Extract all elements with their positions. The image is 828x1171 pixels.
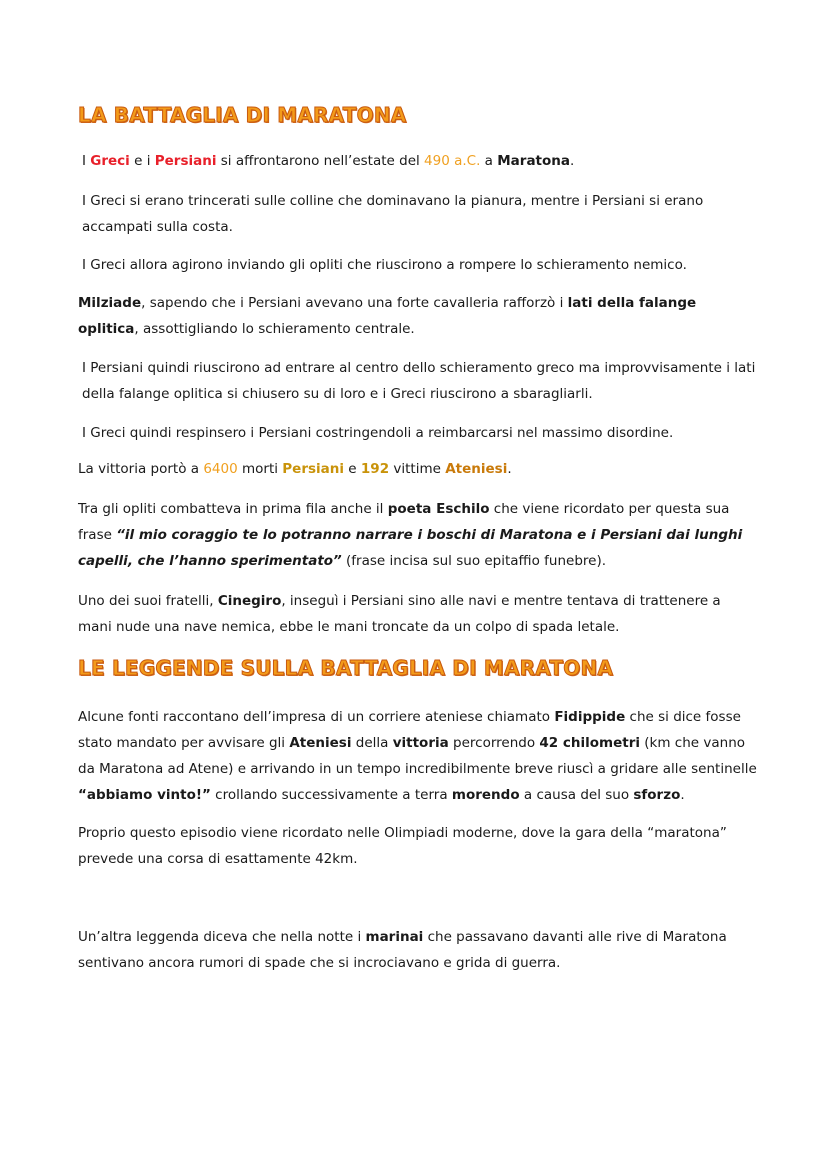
paragraph-phalanx-closes: I Persiani quindi riuscirono ad entrare al centro dello schieramento greco ma improvvisamente i lati della falange oplitica si chiusero su di loro e i Greci riuscirono a sbaragliarli. — [82, 360, 756, 402]
paragraph-casualties: La vittoria portò a 6400 morti Persiani e 192 vittime Ateniesi. — [78, 461, 512, 477]
paragraph-sailors-legend: Un’altra leggenda diceva che nella notte i marinai che passavano davanti alle rive di Maratona sentivano ancora rumori di spade che si incrociavano e grida di guerra. — [78, 929, 727, 971]
paragraph-cinegiro: Uno dei suoi fratelli, Cinegiro, inseguì i Persiani sino alle navi e mentre tentava di trattenere a mani nude una nave nemica, ebbe le mani troncate da un colpo di spada letale. — [78, 593, 721, 635]
paragraph-hoplites: I Greci allora agirono inviando gli opliti che riuscirono a rompere lo schieramento nemico. — [82, 257, 687, 273]
paragraph-eschilo: Tra gli opliti combatteva in prima fila anche il poeta Eschilo che viene ricordato per questa sua frase “il mio coraggio te lo potranno narrare i boschi di Maratona e i Persiani dai lunghi capelli, che l’hanno sperimentato” (frase incisa sul suo epitaffio funebre). — [78, 501, 743, 569]
paragraph-fidippide: Alcune fonti raccontano dell’impresa di un corriere ateniese chiamato Fidippide che si dice fosse stato mandato per avvisare gli Ateniesi della vittoria percorrendo 42 chilometri (km che vanno da Maratona ad Atene) e arrivando in un tempo incredibilmente breve riuscì a gridare alle sentinelle “abbiamo vinto!” crollando successivamente a terra morendo a causa del suo sforzo. — [78, 709, 757, 803]
section-title-legends: LE LEGGENDE SULLA BATTAGLIA DI MARATONA — [78, 656, 614, 680]
paragraph-entrenched: I Greci si erano trincerati sulle colline che dominavano la pianura, mentre i Persiani si erano accampati sulla costa. — [82, 193, 704, 235]
paragraph-milziade: Milziade, sapendo che i Persiani avevano una forte cavalleria rafforzò i lati della falange oplitica, assottigliando lo schieramento centrale. — [78, 295, 697, 337]
paragraph-olympics: Proprio questo episodio viene ricordato nelle Olimpiadi moderne, dove la gara della “maratona” prevede una corsa di esattamente 42km. — [78, 825, 727, 867]
paragraph-greeks-persians: I Greci e i Persiani si affrontarono nell’estate del 490 a.C. a Maratona. — [82, 153, 575, 169]
paragraph-repelled: I Greci quindi respinsero i Persiani costringendoli a reimbarcarsi nel massimo disordine. — [82, 425, 674, 441]
section-title-battle: LA BATTAGLIA DI MARATONA — [78, 103, 407, 127]
